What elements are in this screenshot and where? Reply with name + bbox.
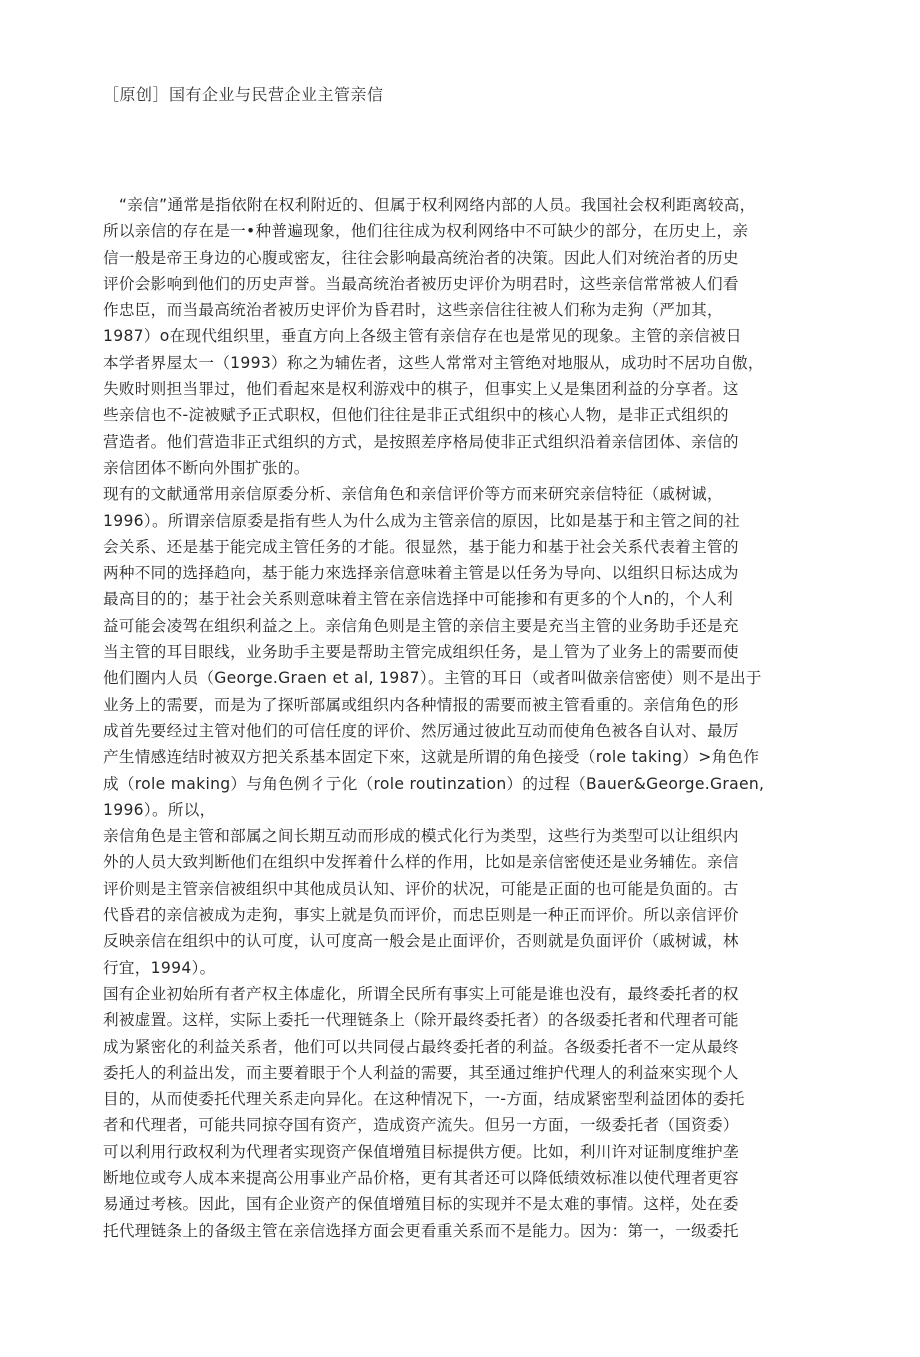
- text-line: “亲信”通常是指依附在权利附近的、但属于权利网络内部的人员。我国社会权利距离较高，: [103, 196, 756, 214]
- text-line: 可以利用行政权利为代理者实现资产保值增殖目标提供方便。比如，利川许对证制度维护垄: [103, 1142, 739, 1161]
- text-line: 国有企业初始所有者产权主体虚化，所谓全民所有事实上可能是谁也没有，最终委托者的权: [103, 984, 739, 1003]
- text-line: 反映亲信在组织中的认可度，认可度高一般会是止面评价，否则就是负面评价（戚树诚，林: [103, 932, 739, 951]
- text-line: 断地位或夸人成本来提高公用事业产品价格，更有其者还可以降低绩效标准以使代理者更容: [103, 1168, 739, 1187]
- text-line: 者和代理者，可能共同掠夺国有资产，造成资产流失。但另一方面，一级委托者（国资委）: [103, 1116, 739, 1135]
- text-line: 评价则是主管亲信被组织中其他成员认知、评价的状况，可能是正面的也可能是负面的。古: [103, 879, 739, 898]
- text-line: 评价会影响到他们的历史声誉。当最高统治者被历史评价为明君时，这些亲信常常被人们看: [103, 274, 739, 293]
- text-line: 会关系、还是基于能完成主管任务的才能。很显然，基于能力和基于社会关系代表着主管的: [103, 537, 739, 556]
- text-line: 成（role making）与角色例彳亍化（role routinzation）的过程（Bauer&George.Graen,: [103, 774, 765, 793]
- text-line: 成首先要经过主管对他们的可信任度的评价、然厉通过彼此互动而使角色被各自认对、最厉: [103, 721, 739, 740]
- text-line: 代昏君的亲信被成为走狗，事实上就是负而评价，而忠臣则是一种正而评价。所以亲信评价: [103, 906, 739, 925]
- text-line: 业务上的需要，而是为了探听部属或组织内各种情报的需要而被主管看重的。亲信角色的形: [103, 695, 739, 714]
- text-line: 外的人员大致判断他们在组织中发挥着什么样的作用，比如是亲信密使还是业务辅佐。亲信: [103, 853, 739, 872]
- text-line: 益可能会凌驾在组织利益之上。亲信角色则是主管的亲信主要是充当主管的业务助手还是充: [103, 616, 739, 635]
- text-line: 委托人的利益出发，而主要着眼于个人利益的需要，其至通过维护代理人的利益來实现个人: [103, 1063, 739, 1082]
- text-line: 现有的文献通常用亲信原委分析、亲信角色和亲信评价等方而来研究亲信特征（戚树诚，: [103, 485, 723, 504]
- text-line: 作忠臣，而当最高统治者被历史评价为昏君时，这些亲信往往被人们称为走狗（严加其，: [103, 301, 723, 320]
- text-line: 行宜，1994）。: [103, 958, 216, 977]
- text-line: 1996）。所以，: [103, 800, 216, 819]
- document-body: [103, 192, 823, 1244]
- text-line: 营造者。他们营造非正式组织的方式，是按照差序格局使非正式组织沿着亲信团体、亲信的: [103, 432, 739, 451]
- text-line: 所以亲信的存在是一•种普遍现象，他们往往成为权利网络中不可缺少的部分，在历史上，亲: [103, 222, 749, 241]
- text-line: 亲信团体不断向外围扩张的。: [103, 458, 310, 477]
- text-line: 本学者界屋太一（1993）称之为辅佐者，这些人常常对主管绝对地服从，成功时不居功自傲，: [103, 353, 764, 372]
- text-line: 成为紧密化的利益关系者，他们可以共同侵占最终委托者的利益。各级委托者不一定从最终: [103, 1037, 739, 1056]
- text-line: 利被虚置。这样，实际上委托一代理链条上（除开最终委托者）的各级委托者和代理者可能: [103, 1011, 739, 1030]
- text-line: 失败时则担当罪过，他们看起來是权利游戏中的棋子，但事实上乂是集团利益的分享者。这: [103, 380, 739, 399]
- text-line: 1987）o在现代组织里，垂直方向上各级主管有亲信存在也是常见的现象。主管的亲信被日: [103, 327, 742, 346]
- text-line: 1996）。所谓亲信原委是指有些人为什么成为主管亲信的原因，比如是基于和主管之间的社: [103, 511, 741, 530]
- text-line: 亲信角色是主管和部属之间长期互动而形成的模式化行为类型，这些行为类型可以让组织内: [103, 827, 739, 846]
- document-title: ［原创］国有企业与民营企业主管亲信: [103, 85, 384, 104]
- text-line: 最高目的的；基于社会关系则意味着主管在亲信选择中可能掺和有更多的个人n的，个人利: [103, 590, 734, 609]
- text-line: 他们圈内人员（George.Graen et al, 1987）。主管的耳日（或者叫做亲信密使）则不是出于: [103, 669, 762, 688]
- text-line: 信一般是帝王身边的心腹或密友，往往会影响最高统治者的决策。因此人们对统治者的历史: [103, 248, 739, 267]
- text-line: 些亲信也不-淀被赋予正式职权，但他们往往是非正式组织中的核心人物，是非正式组织的: [103, 406, 729, 425]
- text-line: 目的，从而使委托代理关系走向异化。在这种情况下，一-方面，结成紧密型利益团体的委托: [103, 1090, 745, 1109]
- text-line: 托代理链条上的备级主管在亲信选择方面会更看重关系而不是能力。因为：第一，一级委托: [103, 1221, 739, 1240]
- text-line: 两种不同的选择趋向，基于能力來选择亲信意味着主管是以任务为导向、以组织日标达成为: [103, 564, 739, 583]
- text-line: 产生情感连结时被双方把关系基本固定下來，这就是所谓的角色接受（role taking）>角色作: [103, 748, 760, 767]
- text-line: 易通过考核。因此，国有企业资产的保值增殖目标的实现并不是太难的事情。这样，处在委: [103, 1195, 739, 1214]
- text-line: 当主管的耳目眼线，业务助手主要是帮助主管完成组织任务，是丄管为了业务上的需要而使: [103, 643, 739, 662]
